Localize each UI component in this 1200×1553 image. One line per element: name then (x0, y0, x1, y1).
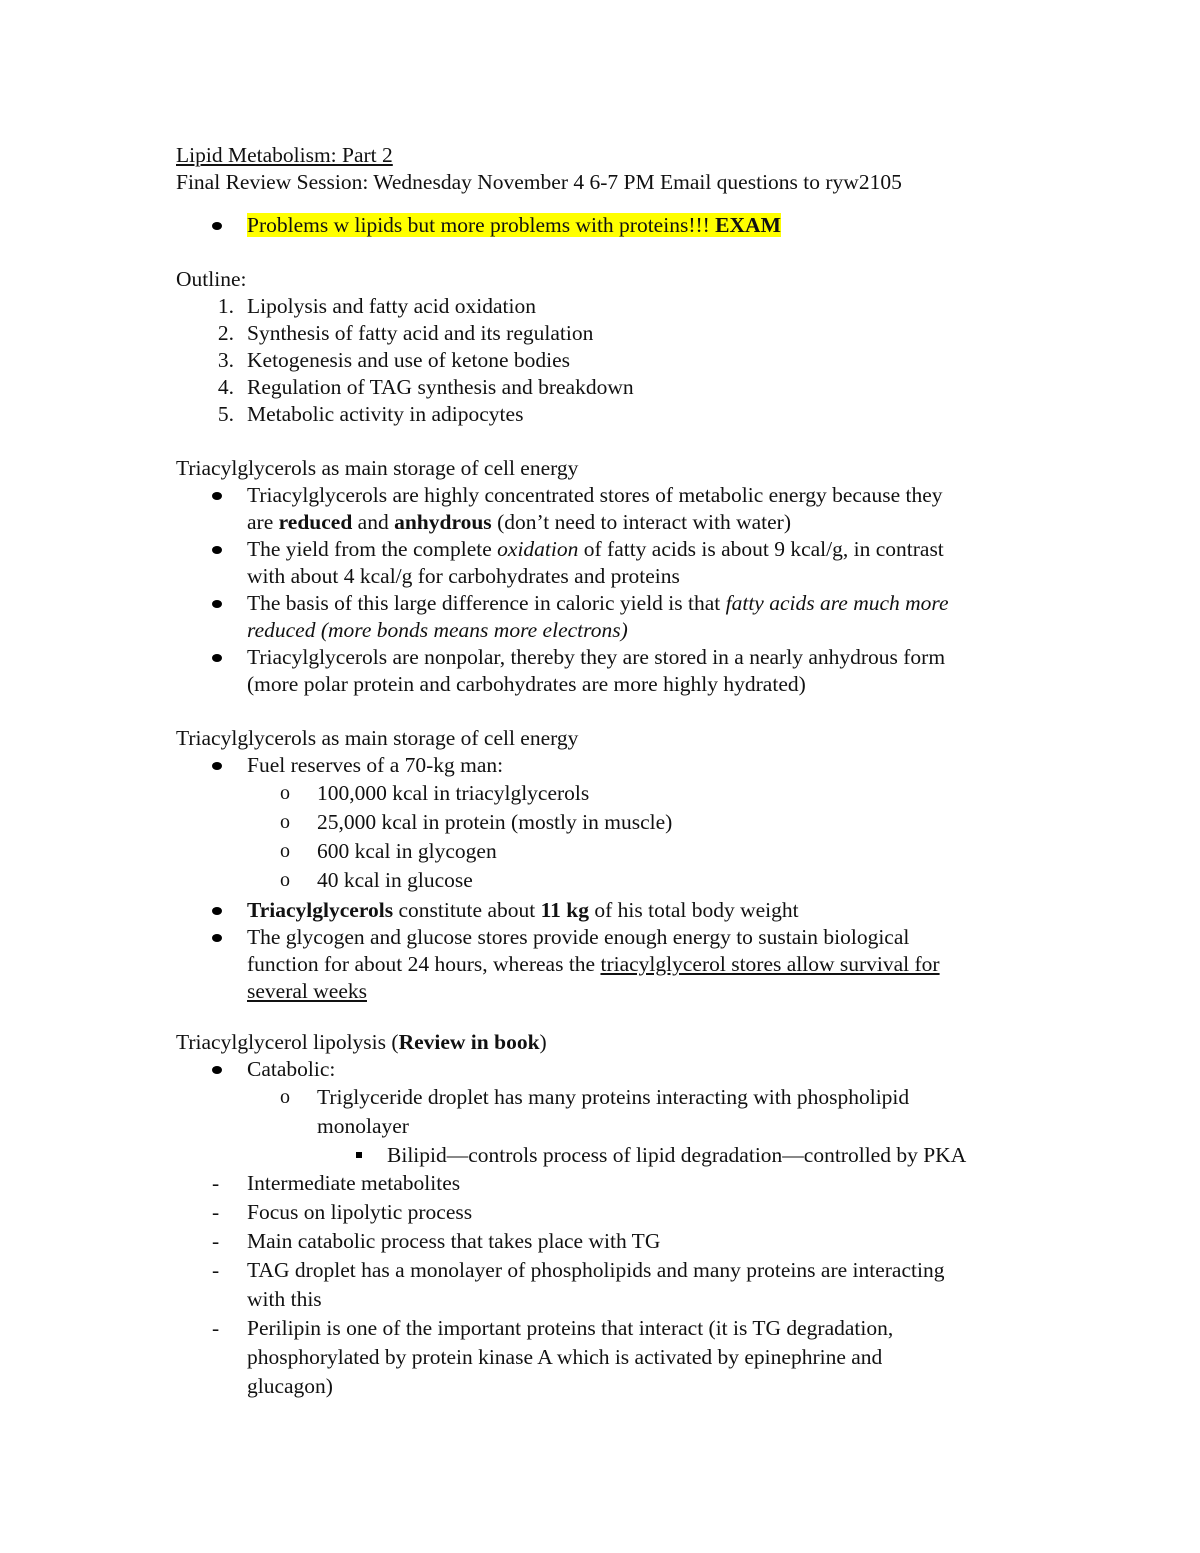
outline-item: 2. Synthesis of fatty acid and its regulation (217, 321, 594, 345)
sub-sub-list-item: Bilipid—controls process of lipid degradation—controlled by PKA (176, 1141, 1036, 1169)
outline-item: 4. Regulation of TAG synthesis and breakdown (217, 375, 634, 399)
bullet-icon (212, 1066, 222, 1074)
section-heading: Triacylglycerol lipolysis (Review in book) (176, 1030, 547, 1054)
outline-list (176, 293, 1036, 428)
bullet-icon (212, 222, 222, 230)
section-3-list (176, 1056, 1036, 1401)
list-item: Triacylglycerols constitute about 11 kg of his total body weight (176, 897, 1036, 924)
sub-list-item: o 25,000 kcal in protein (mostly in muscle) (280, 810, 673, 834)
section-1-list (176, 482, 1036, 698)
square-bullet-icon (356, 1152, 362, 1158)
highlight-bullet (176, 212, 1036, 239)
bullet-icon (212, 546, 222, 554)
list-item: Triacylglycerols are highly concentrated stores of metabolic energy because they are reduced and anhydrous (don’t need to interact with water) (176, 482, 1036, 536)
sub-list-item: o 600 kcal in glycogen (280, 839, 497, 863)
list-item: Triacylglycerols are nonpolar, thereby they are stored in a nearly anhydrous form (more polar protein and carbohydrates are more highly hydrated) (176, 644, 1036, 698)
list-item: The basis of this large difference in caloric yield is that fatty acids are much more reduced (more bonds means more electrons) (176, 590, 1036, 644)
dash-item: - Main catabolic process that takes place with TG (212, 1229, 661, 1253)
list-item: The yield from the complete oxidation of fatty acids is about 9 kcal/g, in contrast with about 4 kcal/g for carbohydrates and proteins (176, 536, 1036, 590)
document-body (176, 142, 1036, 1401)
section-heading: Triacylglycerols as main storage of cell energy (176, 456, 579, 480)
bullet-icon (212, 762, 222, 770)
sub-list-item: o 100,000 kcal in triacylglycerols (280, 781, 590, 805)
section-heading: Triacylglycerols as main storage of cell energy (176, 726, 579, 750)
bullet-icon (212, 907, 222, 915)
bullet-icon (212, 934, 222, 942)
sub-list-item: o 40 kcal in glucose (280, 868, 473, 892)
list-item: Fuel reserves of a 70-kg man: (176, 752, 1036, 779)
highlighted-text: Problems w lipids but more problems with proteins!!! EXAM (247, 213, 781, 237)
review-session-line: Final Review Session: Wednesday November 4 6-7 PM Email questions to ryw2105 (176, 170, 902, 194)
outline-item: 1. Lipolysis and fatty acid oxidation (217, 294, 537, 318)
outline-label: Outline: (176, 267, 247, 291)
document-title: Lipid Metabolism: Part 2 (176, 143, 393, 167)
outline-item: 5. Metabolic activity in adipocytes (217, 402, 524, 426)
dash-item: - TAG droplet has a monolayer of phospholipids and many proteins are interacting with this (212, 1258, 945, 1311)
dash-item: - Perilipin is one of the important proteins that interact (it is TG degradation, phosphorylated by protein kinase A which is activated by epinephrine and glucagon) (212, 1316, 894, 1398)
section-2-list (176, 752, 1036, 1005)
bullet-icon (212, 654, 222, 662)
bullet-icon (212, 600, 222, 608)
list-item: The glycogen and glucose stores provide enough energy to sustain biological function for about 24 hours, whereas the triacylglycerol stores allow survival for several weeks (176, 924, 1036, 1005)
list-item: Catabolic: (176, 1056, 1036, 1083)
outline-item: 3. Ketogenesis and use of ketone bodies (217, 348, 571, 372)
dash-item: - Focus on lipolytic process (212, 1200, 473, 1224)
dash-item: - Intermediate metabolites (212, 1171, 461, 1195)
bullet-icon (212, 492, 222, 500)
sub-list-item: o Triglyceride droplet has many proteins interacting with phospholipid monolayer (280, 1085, 910, 1138)
